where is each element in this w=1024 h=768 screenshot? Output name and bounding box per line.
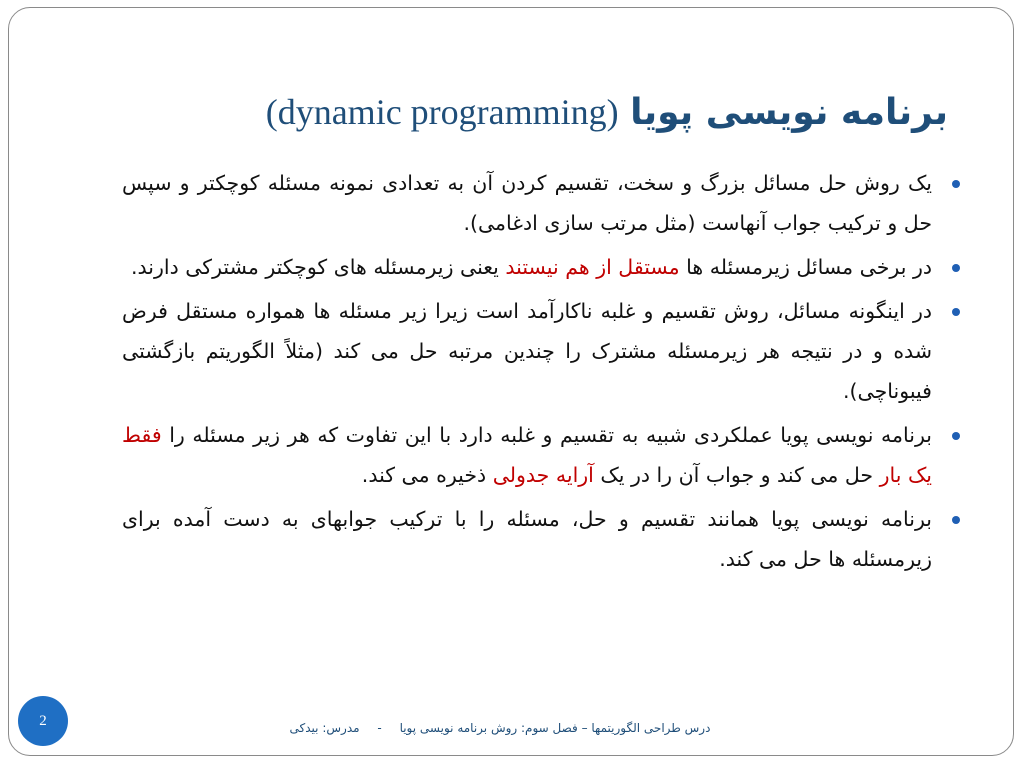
bullet-text: یعنی زیرمسئله های کوچکتر مشترکی دارند.: [131, 255, 506, 279]
bullet-text: در اینگونه مسائل، روش تقسیم و غلبه ناکارآمد است زیرا زیر مسئله ها همواره مستقل فرض شده و در نتیجه هر زیرمسئله مشترک را چندین مرتبه حل می کند (مثلاً الگوریتم بازگشتی فیبوناچی).: [122, 299, 932, 403]
bullet-text: برنامه نویسی پویا همانند تقسیم و حل، مسئله را با ترکیب جوابهای به دست آمده برای زیرمسئله ها حل می کند.: [122, 507, 932, 571]
bullet-list: [122, 163, 954, 583]
slide-title-persian: برنامه نویسی پویا: [630, 92, 948, 133]
bullet-text: در برخی مسائل زیرمسئله ها: [679, 255, 932, 279]
footer-instructor: مدرس: بیدکی: [289, 721, 360, 735]
bullet-text: برنامه نویسی پویا عملکردی شبیه به تقسیم و غلبه دارد با این تفاوت که هر زیر مسئله را: [161, 423, 932, 447]
bullet-item: [122, 291, 954, 411]
bullet-text: حل می کند و جواب آن را در یک: [593, 463, 880, 487]
highlighted-text: فقط یک بار: [122, 423, 932, 487]
footer-course: درس طراحی الگوریتمها – فصل سوم: روش برنامه نویسی پویا: [399, 721, 711, 735]
bullet-dot-icon: [952, 432, 960, 440]
bullet-item: [122, 163, 954, 243]
highlighted-text: آرایه جدولی: [492, 463, 594, 487]
bullet-item: [122, 247, 954, 287]
highlighted-text: مستقل از هم نیستند: [505, 255, 680, 279]
slide-title-english: (dynamic programming): [265, 92, 619, 132]
bullet-text: یک روش حل مسائل بزرگ و سخت، تقسیم کردن آن به تعدادی نمونه مسئله کوچکتر و سپس حل و ترکیب جواب آنهاست (مثل مرتب سازی ادغامی).: [122, 171, 932, 235]
footer: [230, 721, 770, 735]
bullet-dot-icon: [952, 264, 960, 272]
bullet-dot-icon: [952, 180, 960, 188]
page-number: 2: [39, 712, 47, 729]
bullet-dot-icon: [952, 516, 960, 524]
bullet-item: [122, 499, 954, 579]
page-number-badge: [18, 696, 68, 746]
bullet-item: [122, 415, 954, 495]
bullet-dot-icon: [952, 308, 960, 316]
footer-separator: -: [377, 721, 382, 735]
slide-title: [88, 84, 948, 141]
bullet-text: ذخیره می کند.: [361, 463, 493, 487]
